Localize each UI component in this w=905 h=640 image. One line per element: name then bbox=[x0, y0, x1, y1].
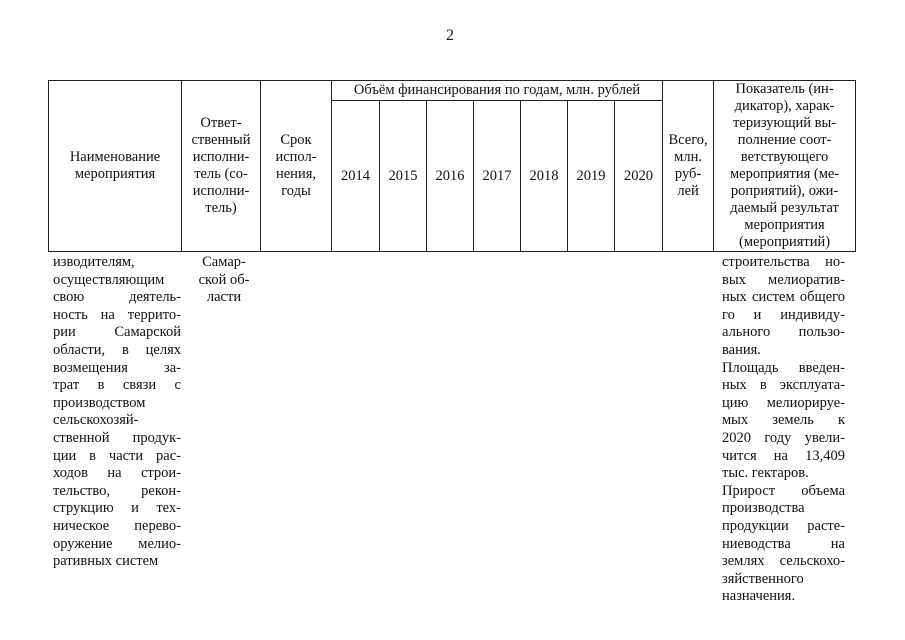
text-line: Прирост объема bbox=[722, 482, 845, 499]
responsible-text bbox=[191, 254, 257, 307]
header-term: Срок испол-нения, годы bbox=[261, 81, 332, 252]
text-line: струкцию и тех- bbox=[53, 500, 181, 517]
header-indicator: Показатель (ин-дикатор), харак-теризующий вы-полнение соот-ветствующего мероприятия (ме-роприятий), ожи-даемый результат мероприятия (мероприятий) bbox=[714, 81, 856, 252]
text-line: оружение мелио- bbox=[53, 535, 181, 552]
text-line: цию мелиорируе- bbox=[722, 394, 845, 411]
text-line: 2020 году увели- bbox=[722, 429, 845, 446]
indicator-text bbox=[722, 254, 845, 606]
text-line: чится на 13,409 bbox=[722, 447, 845, 464]
header-year: 2015 bbox=[380, 101, 427, 252]
text-line: трат в связи с bbox=[53, 377, 181, 394]
header-year: 2019 bbox=[568, 101, 615, 252]
text-line: зяйственного bbox=[722, 570, 804, 587]
text-line: производством bbox=[53, 394, 146, 411]
text-line: ции в части рас- bbox=[53, 447, 181, 464]
text-line: вания. bbox=[722, 341, 761, 358]
text-line: назначения. bbox=[722, 588, 796, 605]
page-number: 2 bbox=[446, 27, 454, 44]
text-line: ных в эксплуата- bbox=[722, 377, 845, 394]
text-line: ративных систем bbox=[53, 553, 159, 570]
text-line: вых мелиоратив- bbox=[722, 271, 845, 288]
text-line: ниеводства на bbox=[722, 535, 845, 552]
text-line: производства bbox=[722, 500, 805, 517]
text-line: ласти bbox=[206, 289, 242, 306]
text-line: ходов на строи- bbox=[53, 465, 181, 482]
text-line: рии Самарской bbox=[53, 324, 181, 341]
header-year: 2014 bbox=[332, 101, 380, 252]
text-line: ской об- bbox=[198, 271, 250, 288]
header-financing: Объём финансирования по годам, млн. рублей bbox=[332, 81, 663, 101]
text-line: осуществляющим bbox=[53, 271, 165, 288]
header-table bbox=[48, 80, 856, 252]
text-line: изводителям, bbox=[53, 254, 135, 270]
text-line: тельство, рекон- bbox=[53, 482, 181, 499]
header-name: Наименование мероприятия bbox=[49, 81, 182, 252]
text-line: возмещения за- bbox=[53, 359, 181, 376]
text-line: ственной продук- bbox=[53, 429, 181, 446]
text-line: Самар- bbox=[202, 254, 246, 270]
text-line: области, в целях bbox=[53, 341, 181, 358]
text-line: землях сельскохо- bbox=[722, 553, 845, 570]
measure-name-text bbox=[53, 254, 181, 571]
text-line: свою деятель- bbox=[53, 289, 181, 306]
text-line: ных систем общего bbox=[722, 289, 845, 306]
header-responsible: Ответ-ственный исполни-тель (со-исполни-тель) bbox=[182, 81, 261, 252]
header-total: Всего, млн. руб-лей bbox=[663, 81, 714, 252]
text-line: мых земель к bbox=[722, 412, 845, 429]
text-line: го и индивиду- bbox=[722, 306, 845, 323]
text-line: строительства но- bbox=[722, 254, 845, 270]
text-line: тыс. гектаров. bbox=[722, 465, 809, 482]
header-year: 2016 bbox=[427, 101, 474, 252]
text-line: Площадь введен- bbox=[722, 359, 845, 376]
text-line: продукции расте- bbox=[722, 517, 845, 534]
text-line: сельскохозяй- bbox=[53, 412, 139, 429]
text-line: ность на террито- bbox=[53, 306, 181, 323]
header-year: 2017 bbox=[474, 101, 521, 252]
text-line: ническое перево- bbox=[53, 517, 181, 534]
text-line: ального пользо- bbox=[722, 324, 845, 341]
header-year: 2020 bbox=[615, 101, 663, 252]
header-year: 2018 bbox=[521, 101, 568, 252]
